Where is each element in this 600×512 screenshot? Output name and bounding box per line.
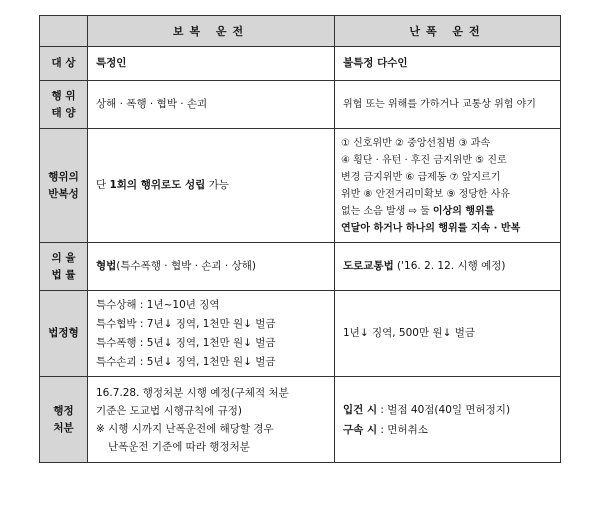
header-corner [40, 16, 88, 47]
row-label-repetition: 행위의 반복성 [40, 129, 88, 243]
header-row [40, 16, 561, 47]
row-label-behavior: 행 위 태 양 [40, 81, 88, 129]
row-target [40, 47, 561, 81]
header-retaliatory-driving: 보복 운전 [88, 16, 335, 47]
row-penalty [40, 291, 561, 377]
cell-law-retaliatory: 형법(특수폭행 · 협박 · 손괴 · 상해) [88, 243, 335, 291]
row-behavior [40, 81, 561, 129]
cell-target-reckless: 불특정 다수인 [335, 47, 561, 81]
row-repetition [40, 129, 561, 243]
header-reckless-driving: 난폭 운전 [335, 16, 561, 47]
row-admin [40, 377, 561, 463]
cell-repetition-retaliatory: 단 1회의 행위로도 성립 가능 [88, 129, 335, 243]
cell-behavior-reckless: 위협 또는 위해를 가하거나 교통상 위험 야기 [335, 81, 561, 129]
cell-law-reckless: 도로교통법 ('16. 2. 12. 시행 예정) [335, 243, 561, 291]
row-label-law: 의 율 법 률 [40, 243, 88, 291]
row-label-target: 대 상 [40, 47, 88, 81]
row-label-penalty: 법정형 [40, 291, 88, 377]
comparison-table [39, 15, 561, 463]
row-law [40, 243, 561, 291]
cell-penalty-retaliatory: 특수상해 : 1년~10년 징역 특수협박 : 7년↓ 징역, 1천만 원↓ 벌금 특수폭행 : 5년↓ 징역, 1천만 원↓ 벌금 특수손괴 : 5년↓ 징역, 1천만 원↓ 벌금 [88, 291, 335, 377]
cell-target-retaliatory: 특정인 [88, 47, 335, 81]
cell-behavior-retaliatory: 상해 · 폭행 · 협박 · 손괴 [88, 81, 335, 129]
row-label-admin: 행정 처분 [40, 377, 88, 463]
cell-admin-retaliatory: 16.7.28. 행정처분 시행 예정(구체적 처분 기준은 도교법 시행규칙에 규정) ※ 시행 시까지 난폭운전에 해당할 경우 난폭운전 기준에 따라 행정처분 [88, 377, 335, 463]
cell-admin-reckless: 입건 시 : 벌점 40점(40일 면허정지) 구속 시 : 면허취소 [335, 377, 561, 463]
cell-repetition-reckless: ① 신호위반 ② 중앙선침범 ③ 과속 ④ 횡단 · 유턴 · 후진 금지위반 ⑤ 진로 변경 금지위반 ⑥ 급제동 ⑦ 앞지르기 위반 ⑧ 안전거리미확보 ⑨ 정당한 사유 없는 소음 발생 ⇨ 둘 이상의 행위를 연달아 하거나 하나의 행위를 지속 · 반복 [335, 129, 561, 243]
cell-penalty-reckless: 1년↓ 징역, 500만 원↓ 벌금 [335, 291, 561, 377]
